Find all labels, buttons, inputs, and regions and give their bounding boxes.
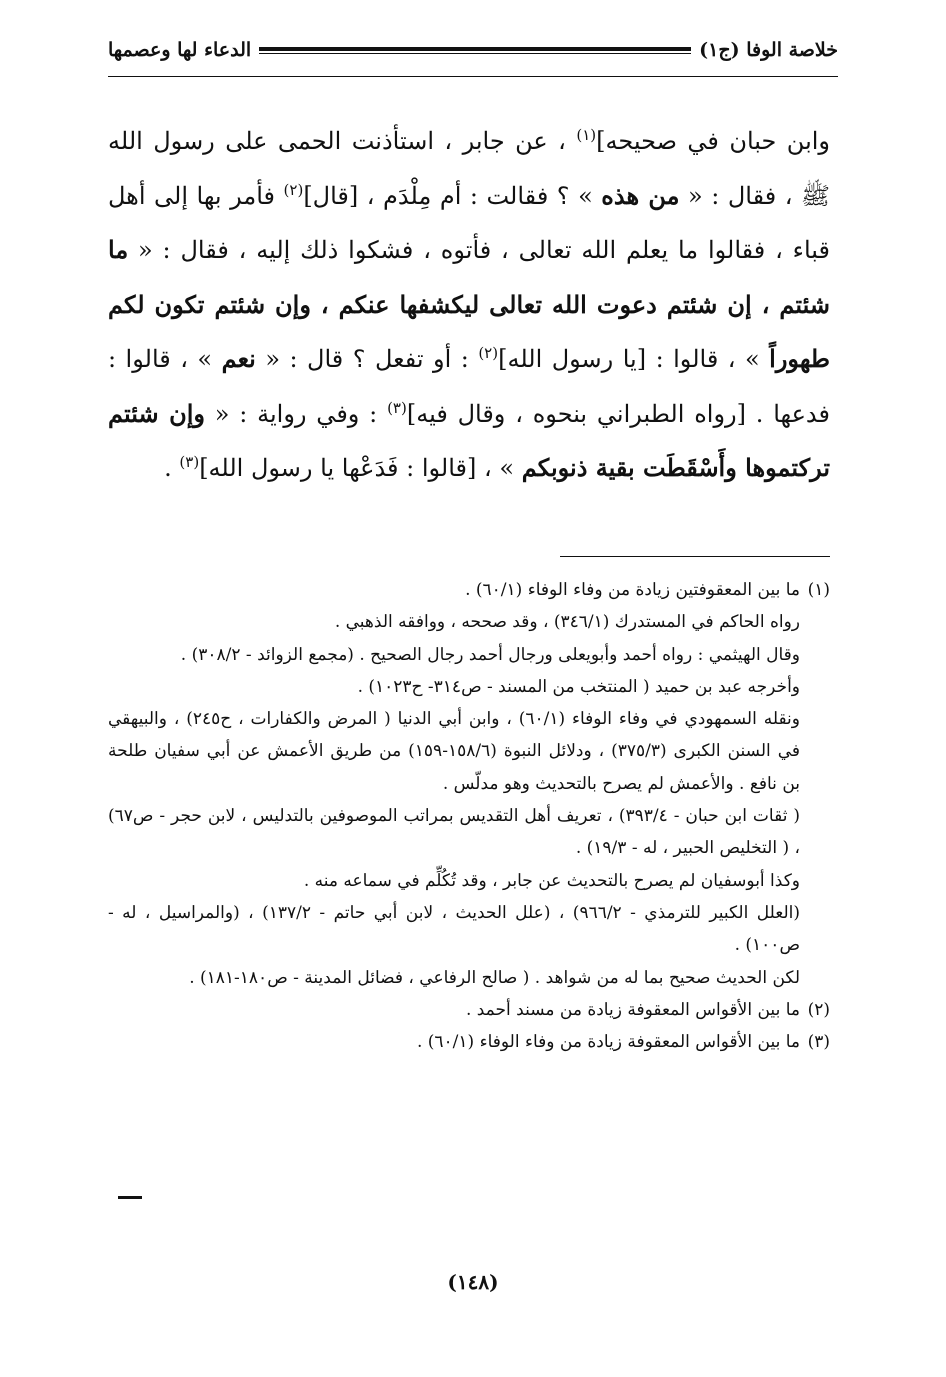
main-paragraph <box>108 114 830 496</box>
footnote-ref: (٣) <box>179 453 200 471</box>
footnote-separator <box>560 556 830 557</box>
end-dash <box>118 1196 142 1199</box>
text-segment: : أو تفعل ؟ قال : « <box>265 345 469 373</box>
hadith-quote: ما شئتم ، إن شئتم دعوت الله تعالى ليكشفها عنكم ، وإن شئتم تكون لكم طهوراً <box>108 235 830 373</box>
footnote-number: (٢) <box>807 999 830 1020</box>
book-title: خلاصة الوفا (ج١) <box>699 39 838 61</box>
chapter-title: الدعاء لها وعصمها <box>108 39 252 61</box>
text-segment: فقال : « <box>688 181 777 210</box>
footnote-text: ما بين الأقواس المعقوفة زيادة من مسند أحمد . <box>465 999 800 1020</box>
footnote-item <box>108 962 830 994</box>
footnote-item <box>108 606 830 638</box>
header-underline <box>108 76 838 77</box>
footnote-text: رواه الحاكم في المستدرك (٣٤٦/١) ، وقد صححه ، ووافقه الذهبي . <box>334 612 800 633</box>
hadith-quote: وإن شئتم تركتموها وأَسْقَطَت بقية ذنوبكم <box>108 398 830 482</box>
footnote-ref: (١) <box>576 126 597 144</box>
footnote-number: (١) <box>807 580 830 600</box>
footnote-text: وأخرجه عبد بن حميد ( المنتخب من المسند - ص٣١٤- ح١٠٢٣) . <box>357 676 800 697</box>
footnote-text: ونقله السمهودي في وفاء الوفاء (٦٠/١) ، وابن أبي الدنيا ( المرض والكفارات ، ح٢٤٥) ، والبيهقي في السنن الكبرى (٣٧٥/٣) ، ودلائل النبوة (١٥٨/٦-١٥٩) من طريق الأعمش عن أبي سفيان طلحة بن نافع . والأعمش لم يصرح بالتحديث وهو مدلّس . <box>108 709 800 794</box>
footnote-ref: (٢) <box>283 180 304 199</box>
text-segment: وابن حبان في صحيحه] <box>596 127 830 155</box>
footnote-text: وكذا أبوسفيان لم يصرح بالتحديث عن جابر ، وقد تُكُلِّم في سماعه منه . <box>303 870 800 891</box>
text-segment: » ، [قالوا : فَدَعْها يا رسول الله] <box>199 454 515 482</box>
text-segment: ، عن جابر ، استأذنت الحمى على رسول الله ﷺ ، <box>108 127 831 210</box>
footnote-item <box>108 671 830 703</box>
header-rule <box>259 47 691 54</box>
footnote-item <box>108 865 830 897</box>
text-segment: » ، قالوا : [يا رسول الله] <box>498 345 760 373</box>
text-segment: : وفي رواية : « <box>214 399 378 428</box>
footnote-item <box>108 1026 830 1058</box>
footnote-item <box>108 703 830 800</box>
text-segment: » ؟ فقالت : أم مِلْدَم ، [قال] <box>303 181 593 210</box>
text-segment: . <box>164 454 172 482</box>
footnote-ref: (٣) <box>387 398 407 417</box>
page-number: (١٤٨) <box>447 1270 499 1294</box>
footnote-text: لكن الحديث صحيح بما له من شواهد . ( صالح الرفاعي ، فضائل المدينة - ص١٨٠-١٨١) . <box>189 967 800 988</box>
running-header <box>108 28 838 72</box>
footnote-text: ما بين الأقواس المعقوفة زيادة من وفاء الوفاء (٦٠/١) . <box>416 1032 800 1053</box>
footnote-item <box>108 639 830 671</box>
text-segment: فأمر بها إلى أهل قباء ، فقالوا ما يعلم الله تعالى ، فأتوه ، فشكوا ذلك إليه ، فقال : « <box>108 181 830 264</box>
main-text <box>108 114 830 496</box>
footnote-item <box>108 994 830 1026</box>
footnote-text: (العلل الكبير للترمذي - ٩٦٦/٢) ، (علل الحديث ، لابن أبي حاتم - ١٣٧/٢) ، (والمراسيل ، له - ص١٠٠) . <box>108 902 800 956</box>
footnote-text: وقال الهيثمي : رواه أحمد وأبويعلى ورجال أحمد رجال الصحيح . (مجمع الزوائد - ٣٠٨/٢) . <box>180 644 800 665</box>
hadith-quote: نعم <box>221 344 256 373</box>
footnote-item <box>108 897 830 962</box>
footnotes <box>108 574 830 1058</box>
footnote-ref: (٢) <box>478 344 499 362</box>
footnote-text: ما بين المعقوفتين زيادة من وفاء الوفاء (٦٠/١) . <box>465 580 800 600</box>
footnote-item <box>108 800 830 865</box>
hadith-quote: من هذه <box>601 180 680 210</box>
footnote-number: (٣) <box>807 1032 830 1053</box>
footnote-item <box>108 574 830 606</box>
text-segment: » ، قالوا : فدعها . [رواه الطبراني بنحوه ، وقال فيه] <box>108 345 830 428</box>
footnote-text: ( ثقات ابن حبان - ٣٩٣/٤) ، تعريف أهل التقديس بمراتب الموصوفين بالتدليس ، لابن حجر - ص٦٧) ، ( التخليص الحبير ، له - ١٩/٣) . <box>108 806 800 859</box>
